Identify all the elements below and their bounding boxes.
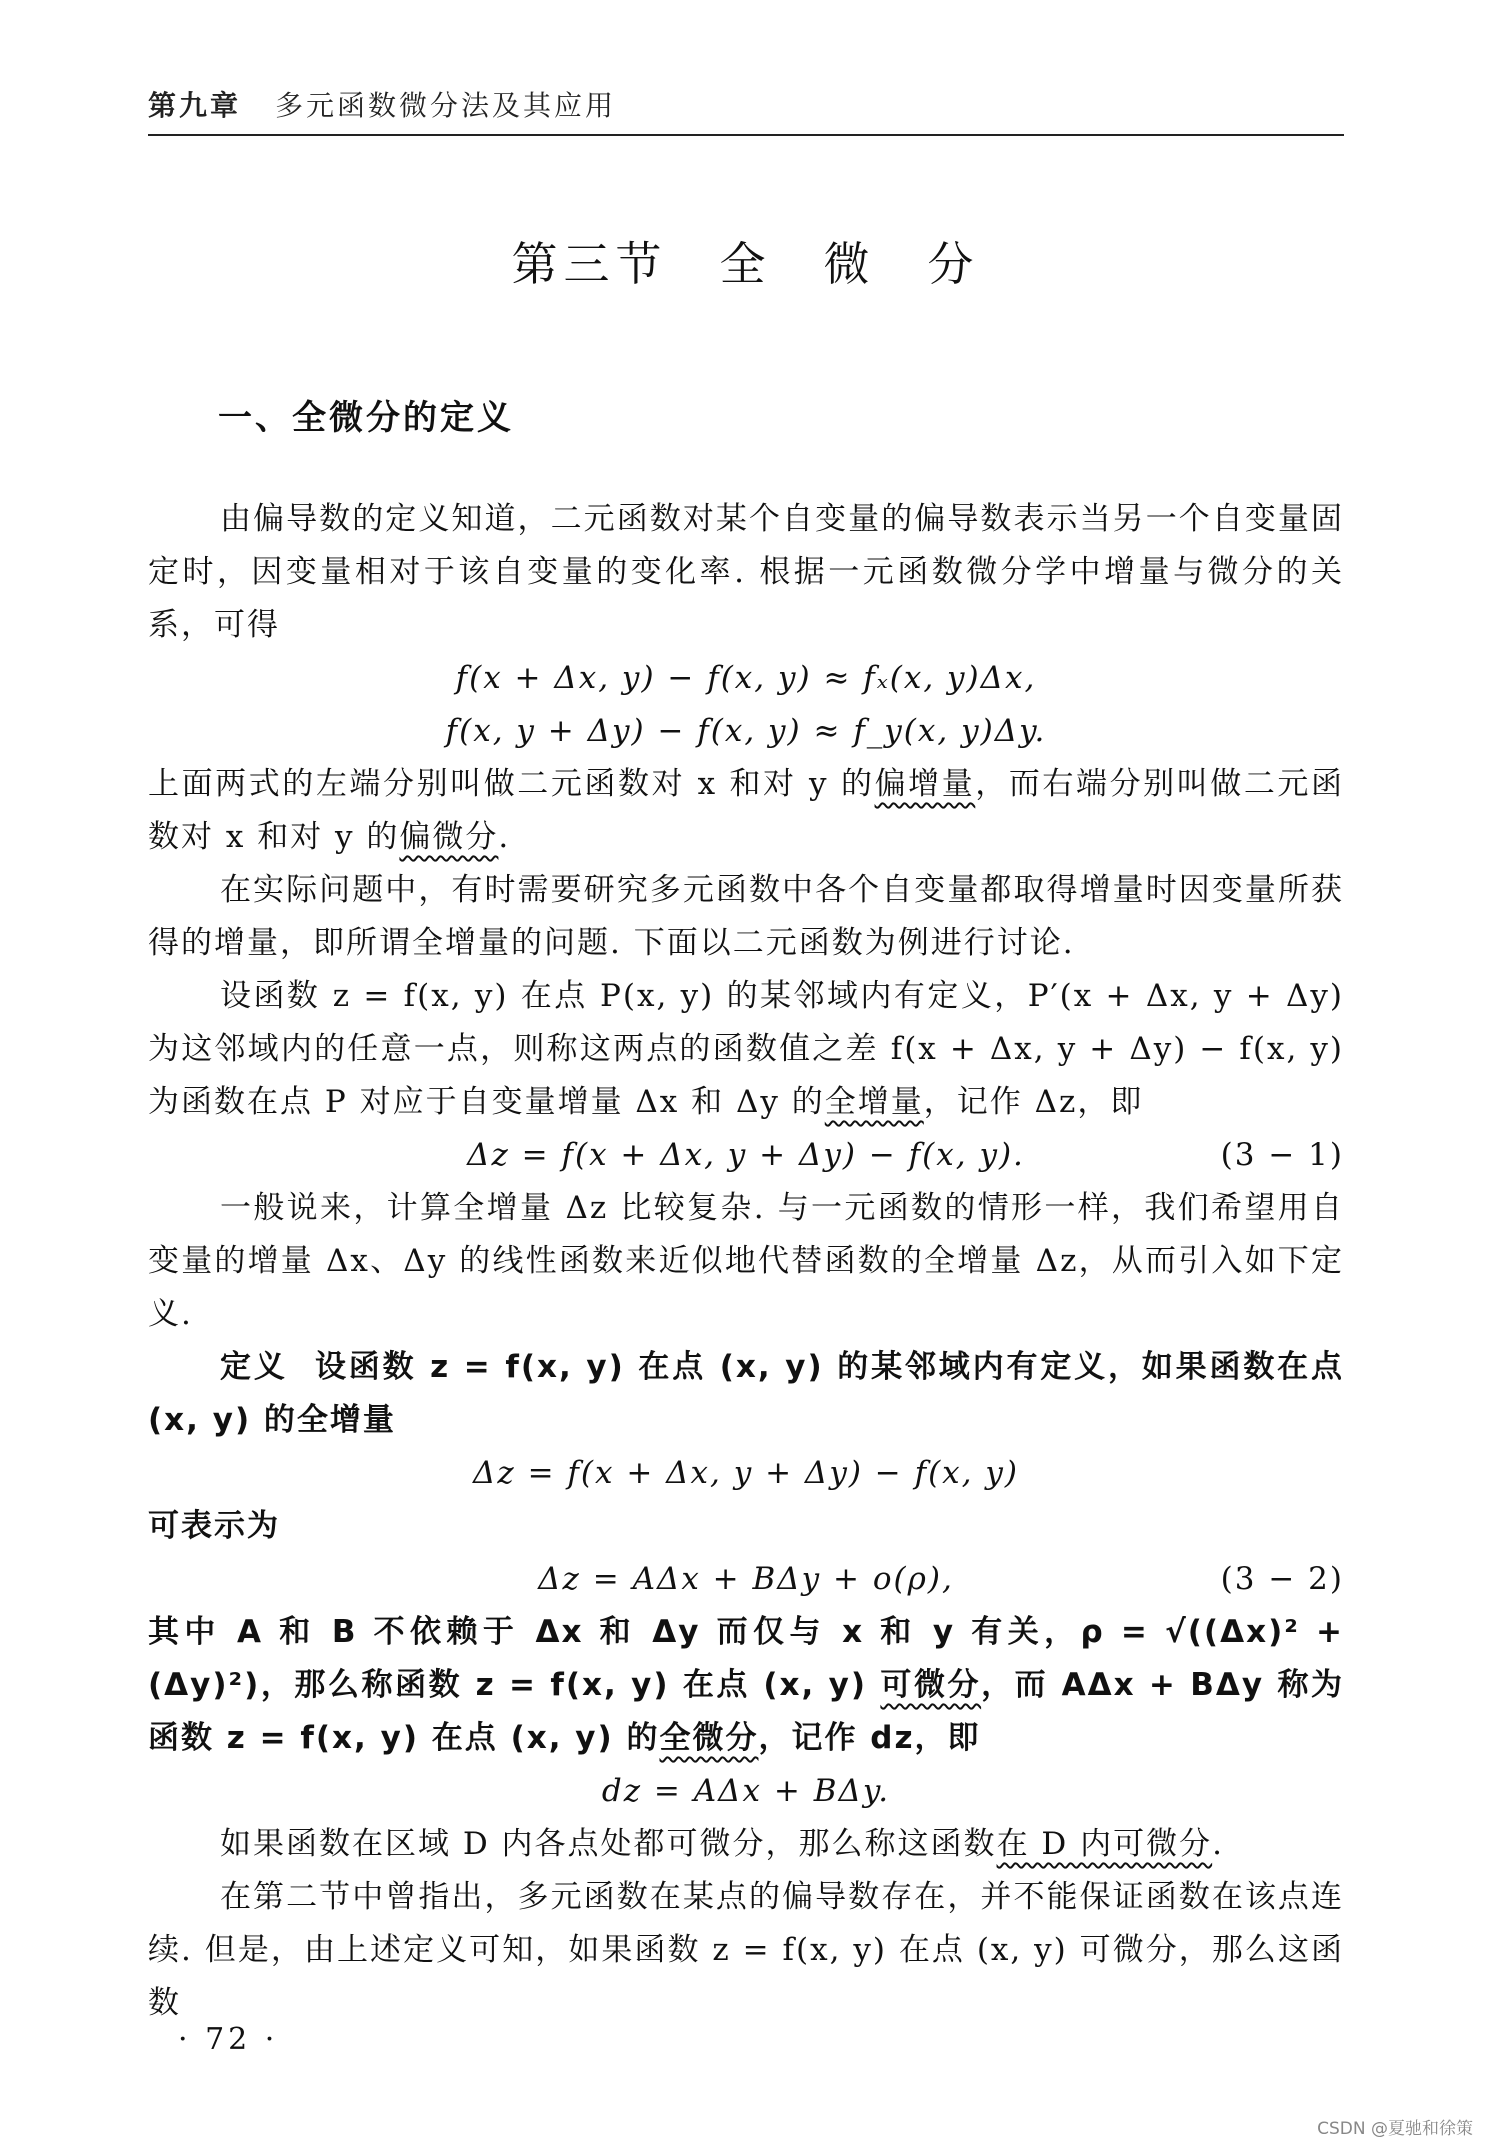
definition-text-c2: ，而 AΔx + BΔy 称为函数 z = f(x, y) 在点 (x, y) 的: [148, 1667, 1345, 1756]
page-number: · 72 ·: [178, 2022, 279, 2057]
paragraph-1: 由偏导数的定义知道，二元函数对某个自变量的偏导数表示当另一个自变量固定时，因变量相对于该自变量的变化率. 根据一元函数微分学中增量与微分的关系，可得: [148, 501, 1344, 643]
definition: [148, 1341, 1344, 1447]
term-total-increment: 全增量: [824, 1084, 924, 1120]
section-title: [0, 228, 1491, 294]
section-title-char-2: 微: [823, 237, 876, 291]
definition-text-c1: 其中 A 和 B 不依赖于 Δx 和 Δy 而仅与 x 和 y 有关，ρ = √((Δx)² + (Δy)²)，那么称函数 z = f(x, y) 在点 (x, y): [148, 1614, 1344, 1703]
paragraph-4-text-a: 设函数 z = f(x, y) 在点 P(x, y) 的某邻域内有定义，P′(x + Δx, y + Δy) 为这邻域内的任意一点，则称这两点的函数值之差 f(x + Δx, y + Δy) − f(x, y) 为函数在点 P 对应于自变量增量 Δx 和 Δy 的: [148, 978, 1344, 1120]
equation-3-1: [148, 1129, 1344, 1182]
term-total-differential: 全微分: [659, 1720, 759, 1756]
equation-1: f(x + Δx, y) − f(x, y) ≈ fₓ(x, y)Δx,: [455, 660, 1037, 696]
paragraph-4: [148, 970, 1344, 1129]
equation-3-2-body: Δz = AΔx + BΔy + o(ρ),: [538, 1561, 954, 1597]
term-differentiable-in-d: 在 D 内可微分: [996, 1826, 1213, 1862]
paragraph-2: [148, 758, 1344, 864]
paragraph-7: 在第二节中曾指出，多元函数在某点的偏导数存在，并不能保证函数在该点连续. 但是，由上述定义可知，如果函数 z = f(x, y) 在点 (x, y) 可微分，那么这函数: [148, 1879, 1344, 2021]
body-text: [148, 493, 1344, 2030]
section-title-char-3: 分: [927, 237, 980, 291]
equation-3-2: [148, 1553, 1344, 1606]
definition-text-b: 可表示为: [148, 1508, 280, 1544]
equation-definition: Δz = f(x + Δx, y + Δy) − f(x, y): [473, 1455, 1019, 1491]
paragraph-6-text-b: .: [1212, 1826, 1224, 1862]
paragraph-5: 一般说来，计算全增量 Δz 比较复杂. 与一元函数的情形一样，我们希望用自变量的增量 Δx、Δy 的线性函数来近似地代替函数的全增量 Δz，从而引入如下定义.: [148, 1190, 1344, 1332]
definition-label: 定义: [220, 1349, 288, 1385]
term-differentiable: 可微分: [880, 1667, 982, 1703]
watermark: CSDN @夏驰和徐策: [1317, 2119, 1473, 2139]
section-title-number: 第三节: [511, 237, 668, 291]
paragraph-6: [148, 1818, 1344, 1871]
equation-3-1-number: (3 − 1): [1220, 1137, 1344, 1173]
running-header: [148, 84, 1344, 124]
paragraph-2-text-c: .: [498, 819, 511, 855]
paragraph-2-text-a: 上面两式的左端分别叫做二元函数对 x 和对 y 的: [148, 766, 875, 802]
paragraph-4-text-b: ，记作 Δz，即: [923, 1084, 1144, 1120]
chapter-title: 多元函数微分法及其应用: [275, 89, 617, 122]
equation-dz: dz = AΔx + BΔy.: [601, 1773, 891, 1809]
paragraph-3: 在实际问题中，有时需要研究多元函数中各个自变量都取得增量时因变量所获得的增量，即所谓全增量的问题. 下面以二元函数为例进行讨论.: [148, 872, 1344, 961]
chapter-number: 第九章: [148, 89, 242, 122]
section-title-char-1: 全: [719, 237, 772, 291]
definition-text-c3: ，记作 dz，即: [758, 1720, 981, 1756]
subheading: 一、全微分的定义: [218, 398, 514, 438]
equation-3-1-body: Δz = f(x + Δx, y + Δy) − f(x, y).: [467, 1137, 1025, 1173]
definition-text-a: 设函数 z = f(x, y) 在点 (x, y) 的某邻域内有定义，如果函数在点 (x, y) 的全增量: [148, 1349, 1345, 1438]
term-partial-increment: 偏增量: [874, 766, 976, 802]
equation-3-2-number: (3 − 2): [1220, 1561, 1344, 1597]
header-rule: [148, 134, 1344, 136]
definition-conditions: [148, 1606, 1344, 1765]
equation-2: f(x, y + Δy) − f(x, y) ≈ f_y(x, y)Δy.: [445, 713, 1047, 749]
term-partial-differential: 偏微分: [399, 819, 499, 855]
paragraph-2-text-b: ，而右端分别叫做二元函数对 x 和对 y 的: [148, 766, 1344, 855]
paragraph-6-text-a: 如果函数在区域 D 内各点处都可微分，那么称这函数: [220, 1826, 997, 1862]
